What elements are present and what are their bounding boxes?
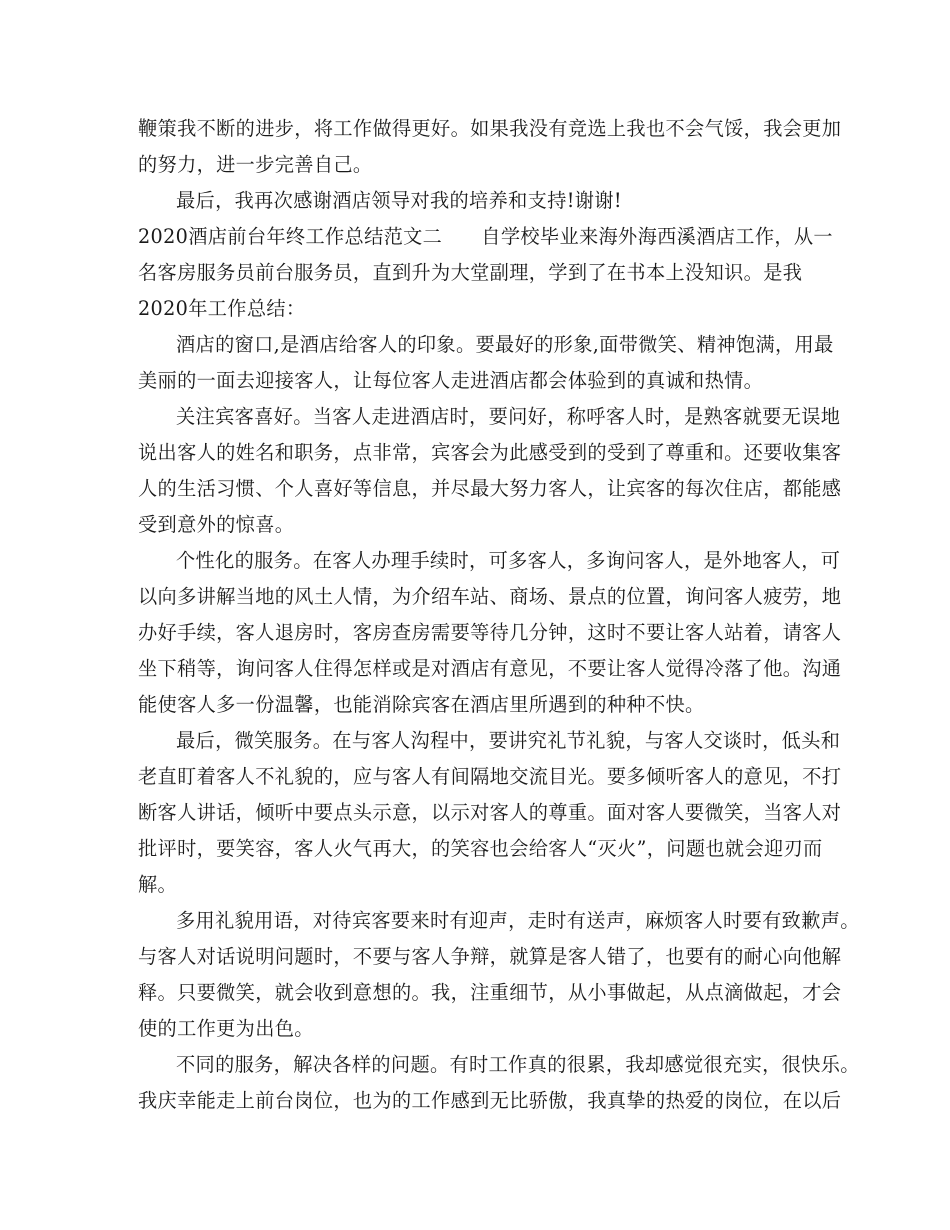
text-line: 不同的服务，解决各样的问题。有时工作真的很累，我却感觉很充实，很快乐。 [176, 1053, 860, 1076]
text-line: 与客人对话说明问题时，不要与客人争辩，就算是客人错了，也要有的耐心向他解 [138, 945, 842, 968]
text-line: 批评时，要笑容，客人火气再大，的笑容也会给客人“灭火”，问题也就会迎刃而 [138, 837, 823, 860]
text-line: 受到意外的惊喜。 [138, 513, 295, 536]
text-line: 酒店的窗口,是酒店给客人的印象。要最好的形象,面带微笑、精神饱满，用最 [176, 333, 834, 356]
text-line: 名客房服务员前台服务员，直到升为大堂副理，学到了在书本上没知识。是我 [138, 261, 803, 284]
text-line: 人的生活习惯、个人喜好等信息，并尽最大努力客人，让宾客的每次住店，都能感 [138, 477, 842, 500]
text-line: 2020酒店前台年终工作总结范文二 自学校毕业来海外海西溪酒店工作，从一 [138, 225, 833, 248]
text-line: 办好手续，客人退房时，客房查房需要等待几分钟，这时不要让客人站着，请客人 [138, 621, 842, 644]
text-line: 以向多讲解当地的风土人情，为介绍车站、商场、景点的位置，询问客人疲劳，地 [138, 585, 842, 608]
text-line: 鞭策我不断的进步，将工作做得更好。如果我没有竞选上我也不会气馁，我会更加 [138, 117, 842, 140]
text-line: 我庆幸能走上前台岗位，也为的工作感到无比骄傲，我真挚的热爱的岗位，在以后 [138, 1089, 842, 1112]
text-line: 说出客人的姓名和职务，点非常，宾客会为此感受到的受到了尊重和。还要收集客 [138, 441, 842, 464]
text-line: 关注宾客喜好。当客人走进酒店时，要问好，称呼客人时，是熟客就要无误地 [176, 405, 841, 428]
text-line: 个性化的服务。在客人办理手续时，可多客人，多询问客人，是外地客人，可 [176, 549, 841, 572]
text-line: 多用礼貌用语，对待宾客要来时有迎声，走时有送声，麻烦客人时要有致歉声。 [176, 909, 860, 932]
text-line: 断客人讲话，倾听中要点头示意，以示对客人的尊重。面对客人要微笑，当客人对 [138, 801, 842, 824]
text-line: 能使客人多一份温馨，也能消除宾客在酒店里所遇到的种种不快。 [138, 693, 705, 716]
text-line: 最后，微笑服务。在与客人沟程中，要讲究礼节礼貌，与客人交谈时，低头和 [176, 729, 841, 752]
text-line: 坐下稍等，询问客人住得怎样或是对酒店有意见，不要让客人觉得冷落了他。沟通 [138, 657, 842, 680]
text-line: 释。只要微笑，就会收到意想的。我，注重细节，从小事做起，从点滴做起，才会 [138, 981, 842, 1004]
text-line: 使的工作更为出色。 [138, 1017, 314, 1040]
text-line: 老直盯着客人不礼貌的，应与客人有间隔地交流目光。要多倾听客人的意见，不打 [138, 765, 842, 788]
text-line: 美丽的一面去迎接客人，让每位客人走进酒店都会体验到的真诚和热情。 [138, 369, 764, 392]
text-line: 2020年工作总结： [138, 297, 306, 320]
text-line: 解。 [138, 873, 178, 896]
text-line: 最后，我再次感谢酒店领导对我的培养和支持!谢谢! [176, 189, 622, 212]
text-line: 的努力，进一步完善自己。 [138, 153, 373, 176]
